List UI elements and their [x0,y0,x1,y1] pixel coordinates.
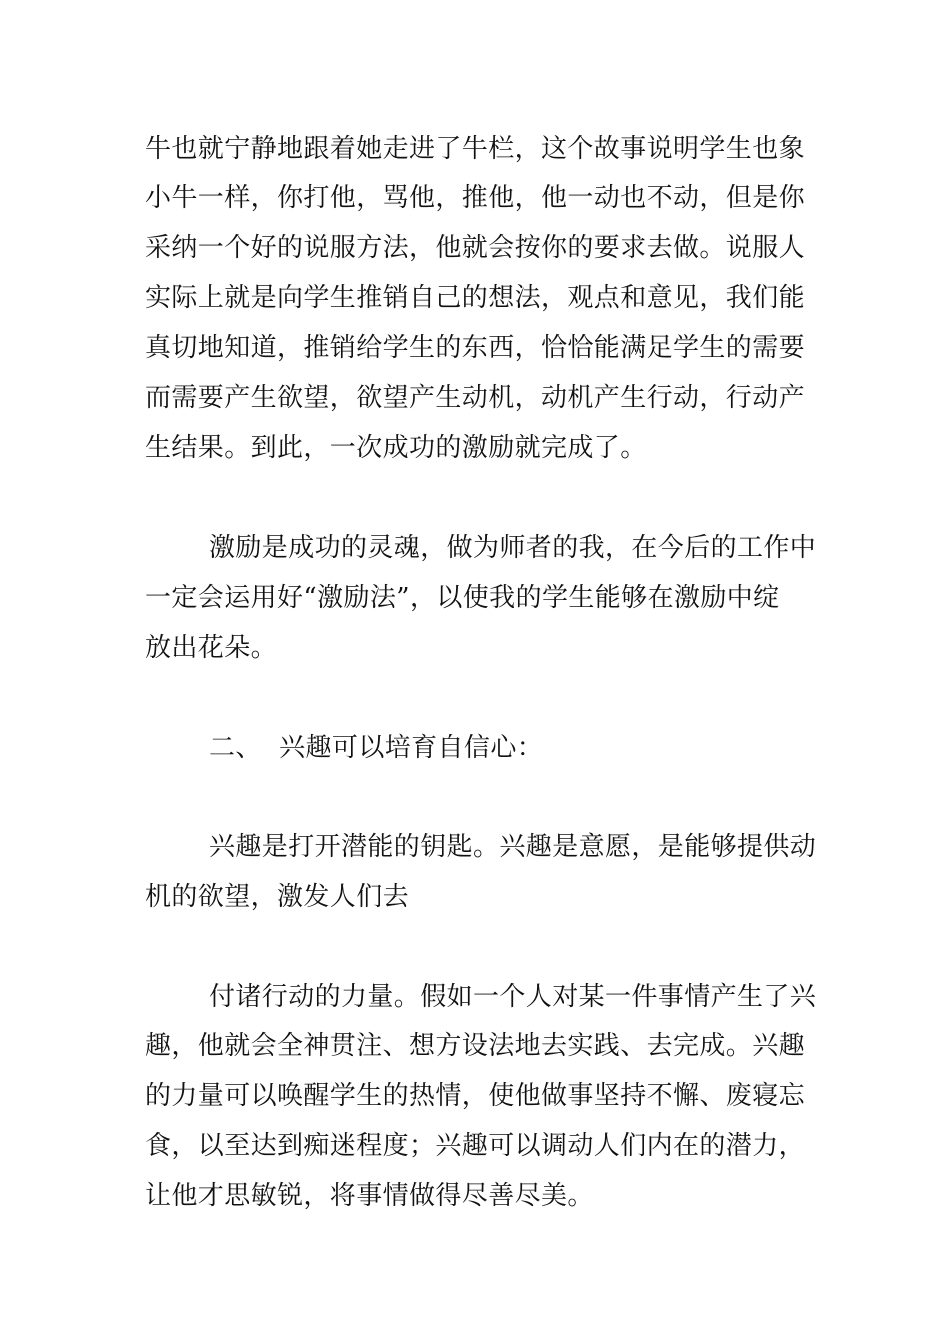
paragraph-1-line-3: 采纳一个好的说服方法，他就会按你的要求去做。说服人 [145,233,806,263]
section-heading: 二、 兴趣可以培育自信心： [209,733,544,763]
paragraph-1-line-6: 而需要产生欲望，欲望产生动机，动机产生行动，行动产 [145,383,806,413]
paragraph-4-line-2: 趣，他就会全神贯注、想方设法地去实践、去完成。兴趣 [145,1031,806,1061]
paragraph-4-line-3: 的力量可以唤醒学生的热情，使他做事坚持不懈、废寝忘 [145,1081,806,1111]
paragraph-3-line-2: 机的欲望，激发人们去 [145,882,410,912]
paragraph-2-line-1: 激励是成功的灵魂，做为师者的我，在今后的工作中 [209,533,817,563]
paragraph-2-line-2: 一定会运用好“激励法”，以使我的学生能够在激励中绽 [145,583,780,613]
paragraph-1-line-1: 牛也就宁静地跟着她走进了牛栏，这个故事说明学生也象 [145,134,806,164]
paragraph-4-line-1: 付诸行动的力量。假如一个人对某一件事情产生了兴 [209,982,817,1012]
paragraph-1-line-5: 真切地知道，推销给学生的东西，恰恰能满足学生的需要 [145,333,806,363]
paragraph-4-line-5: 让他才思敏锐，将事情做得尽善尽美。 [145,1181,594,1211]
paragraph-1-line-2: 小牛一样，你打他，骂他，推他，他一动也不动，但是你 [145,183,806,213]
paragraph-4-line-4: 食，以至达到痴迷程度；兴趣可以调动人们内在的潜力， [145,1131,806,1161]
paragraph-2-line-3: 放出花朵。 [145,633,278,663]
paragraph-1-line-7: 生结果。到此，一次成功的激励就完成了。 [145,433,647,463]
paragraph-3-line-1: 兴趣是打开潜能的钥匙。兴趣是意愿，是能够提供动 [209,832,817,862]
paragraph-1-line-4: 实际上就是向学生推销自己的想法，观点和意见，我们能 [145,283,806,313]
